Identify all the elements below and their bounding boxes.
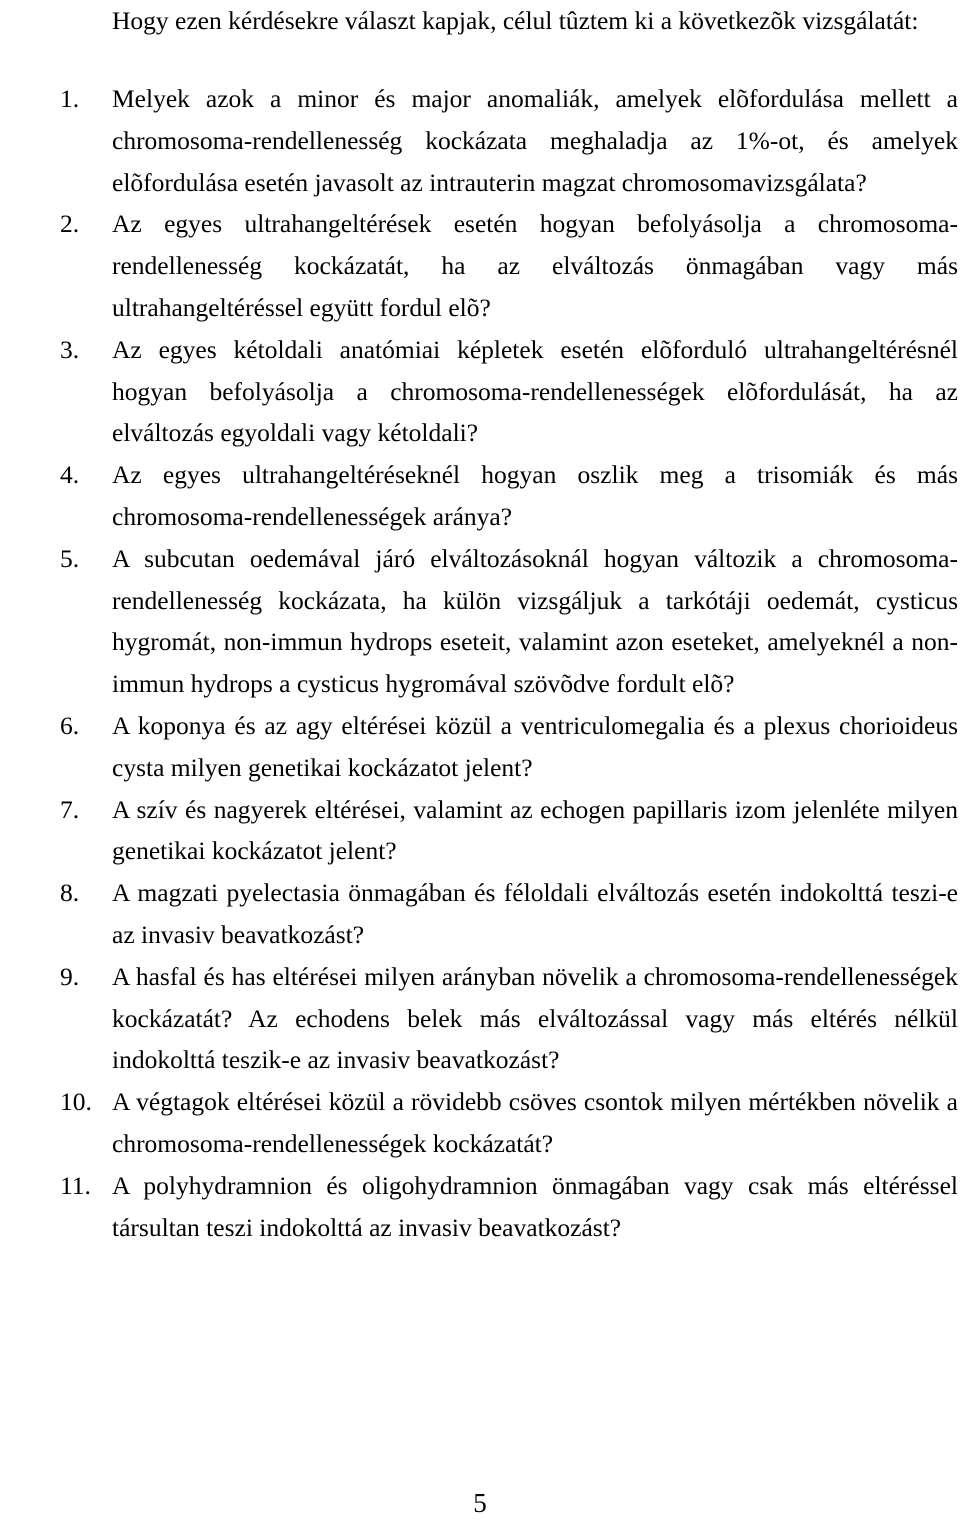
question-item [0,329,960,454]
question-text: A koponya és az agy eltérései közül a ventriculomegalia és a plexus chorioideus cysta milyen genetikai kockázatot jelent? [112,710,958,782]
question-number: 1. [60,84,80,113]
intro-paragraph: Hogy ezen kérdésekre választ kapjak, célul tûztem ki a következõk vizsgálatát: [112,6,919,35]
question-number: 7. [60,794,80,824]
question-number: 8. [60,878,80,908]
question-item [0,1165,960,1249]
question-item [0,203,960,328]
question-item [0,705,960,789]
question-text: A subcutan oedemával járó elváltozásoknál hogyan változik a chromosoma-rendellenesség kockázata, ha külön vizsgáljuk a tarkótáji oedemát, cysticus hygromát, non-immun hydrops eseteit, valamint azon eseteket, amelyeknél a non-immun hydrops a cysticus hygromával szövõdve fordult elõ? [112,543,958,699]
question-text: A hasfal és has eltérései milyen arányban növelik a chromosoma-rendellenességek kockázatát? Az echodens belek más elváltozással vagy más eltérés nélkül indokolttá teszik-e az invasiv beavatkozást? [112,961,958,1075]
research-questions-list [0,78,960,1248]
question-number: 4. [60,460,80,490]
question-number: 11. [60,1170,91,1200]
question-text: Az egyes ultrahangeltéréseknél hogyan oszlik meg a trisomiák és más chromosoma-rendellenességek aránya? [112,460,958,531]
question-number: 5. [60,543,80,573]
question-number: 10. [60,1087,92,1117]
question-number: 3. [60,334,80,364]
question-number: 6. [60,710,80,740]
question-item [0,872,960,956]
question-item [0,1081,960,1165]
question-number: 9. [60,961,80,991]
question-text: Melyek azok a minor és major anomaliák, amelyek elõfordulása mellett a chromosoma-rendellenesség kockázata meghaladja az 1%-ot, és amelyek elõfordulása esetén javasolt az intrauterin magzat chromosomavizsgálata? [112,84,958,197]
question-item [0,789,960,873]
question-item [0,454,960,538]
question-text: A polyhydramnion és oligohydramnion önmagában vagy csak más eltéréssel társultan teszi indokolttá az invasiv beavatkozást? [112,1170,958,1242]
page-number: 5 [473,1488,487,1518]
question-item [0,538,960,705]
question-text: A végtagok eltérései közül a rövidebb csöves csontok milyen mértékben növelik a chromosoma-rendellenességek kockázatát? [112,1087,958,1158]
question-text: Az egyes ultrahangeltérések esetén hogyan befolyásolja a chromosoma-rendellenesség kockázatát, ha az elváltozás önmagában vagy más ultrahangeltéréssel együtt fordul elõ? [112,209,958,322]
question-text: A szív és nagyerek eltérései, valamint az echogen papillaris izom jelenléte milyen genetikai kockázatot jelent? [112,794,958,866]
question-item [0,78,960,203]
question-number: 2. [60,209,80,239]
question-text: Az egyes kétoldali anatómiai képletek esetén elõforduló ultrahangeltérésnél hogyan befolyásolja a chromosoma-rendellenességek elõfordulását, ha az elváltozás egyoldali vagy kétoldali? [112,334,958,448]
question-text: A magzati pyelectasia önmagában és féloldali elváltozás esetén indokolttá teszi-e az invasiv beavatkozást? [112,878,958,949]
question-item [0,956,960,1081]
